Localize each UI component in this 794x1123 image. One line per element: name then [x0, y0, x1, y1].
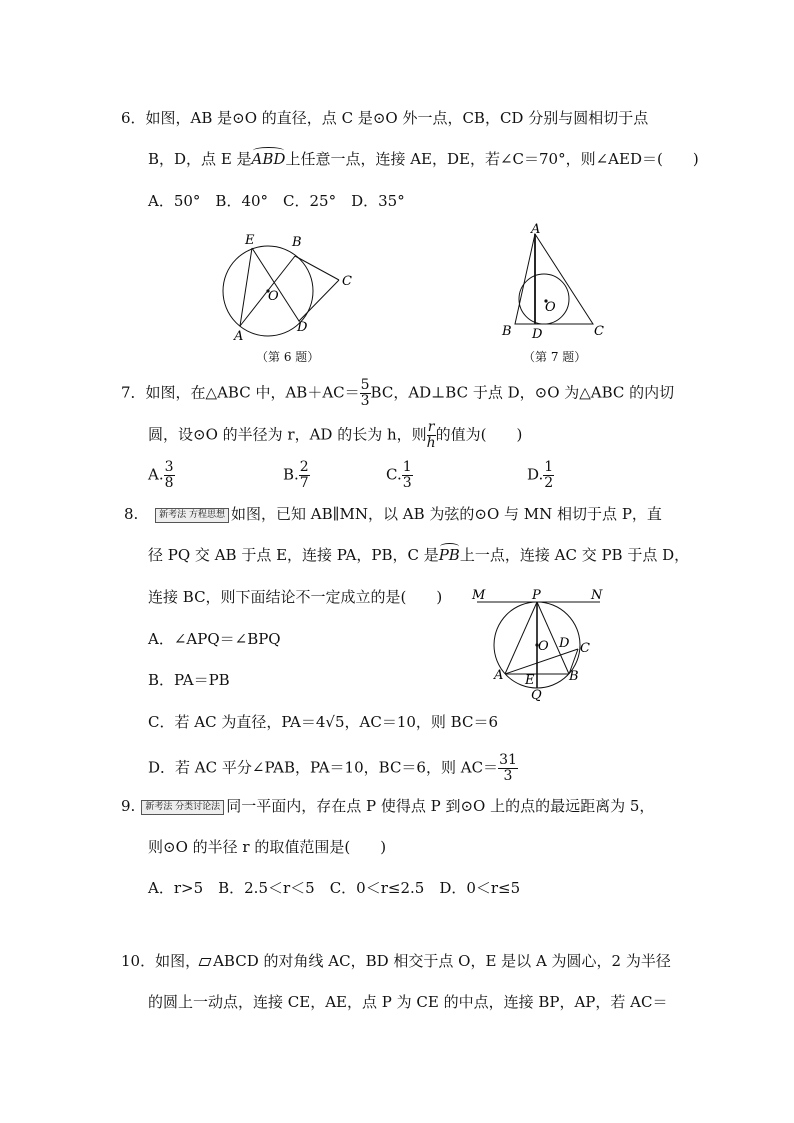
figure-6: [215, 228, 365, 353]
q10-line1-start: 10．如图，: [121, 952, 201, 970]
parallelogram-icon: [199, 958, 212, 966]
q9-line1: [121, 796, 654, 816]
q7-line1-end: BC，AD⊥BC 于点 D，⊙O 为△ABC 的内切: [370, 383, 675, 402]
q7-line1-start: 7．如图，在△ABC 中，AB＋AC＝: [121, 383, 360, 402]
q9-number: 9.: [121, 797, 136, 815]
fig6-tangent-cb: [295, 256, 339, 280]
q8-line1-text: 如图，已知 AB∥MN，以 AB 为弦的⊙O 与 MN 相切于点 P，直: [230, 505, 662, 523]
q7-option-d-frac: $\frac{1}{2}$: [544, 459, 554, 491]
q9-line1-text: 同一平面内，存在点 P 使得点 P 到⊙O 上的点的最远距离为 5，: [226, 797, 655, 815]
q8-option-d: D．若 AC 平分∠PAB，PA＝10，BC＝6，则 AC＝ $\frac{31}{3}$: [148, 752, 517, 784]
q10-line1: [121, 951, 671, 971]
fig7-label-d: D: [532, 327, 543, 342]
q10-line2: 的圆上一动点，连接 CE，AE，点 P 为 CE 的中点，连接 BP，AP，若 AC＝: [148, 993, 668, 1011]
figure-8: [465, 585, 615, 705]
fig8-label-e: E: [525, 673, 535, 688]
fig6-label-c: C: [342, 274, 352, 289]
fig7-label-a: A: [531, 222, 541, 237]
fig8-label-n: N: [591, 588, 603, 603]
q7-line1: [121, 378, 674, 409]
q8-arc-pb: PB: [438, 546, 460, 564]
q6-line1: 6．如图，AB 是⊙O 的直径，点 C 是⊙O 外一点，CB，CD 分别与圆相切于点: [121, 109, 649, 127]
q8-line2-start: 径 PQ 交 AB 于点 E，连接 PA，PB，C 是: [148, 546, 439, 564]
q9-options: A．r>5 B．2.5＜r＜5 C．0＜r≤2.5 D．0＜r≤5: [148, 879, 521, 897]
fig7-label-b: B: [502, 324, 512, 339]
q7-option-b-frac: $\frac{2}{7}$: [299, 459, 309, 491]
q8-line3: 连接 BC，则下面结论不一定成立的是( ): [148, 588, 443, 606]
q7-line2-start: 圆，设⊙O 的半径为 r，AD 的长为 h，则: [148, 425, 427, 444]
q6-line2-end: 上任意一点，连接 AE，DE，若∠C＝70°，则∠AED＝( ): [285, 150, 699, 168]
fig6-label-d: D: [297, 320, 308, 335]
fig7-label-o: O: [545, 300, 556, 315]
fig8-label-d: D: [559, 636, 570, 651]
q8-line2-end: 上一点，连接 AC 交 PB 于点 D，: [459, 546, 690, 564]
q8-line1: [124, 504, 662, 524]
fig6-line-ed: [252, 248, 299, 321]
q8-line2: [148, 545, 689, 565]
fig6-label-o: O: [268, 289, 279, 304]
q8-option-d-frac: $\frac{31}{3}$: [499, 752, 517, 784]
q10-line1-end: ABCD 的对角线 AC，BD 相交于点 O，E 是以 A 为圆心，2 为半径: [213, 952, 671, 970]
fig6-label-a: A: [234, 329, 244, 344]
q6-options: A．50° B．40° C．25° D．35°: [148, 192, 405, 210]
q7-option-a: A. $\frac{3}{8}$: [148, 459, 174, 491]
fig7-caption: （第 7 题）: [523, 350, 587, 364]
q6-line2-start: B，D，点 E 是: [148, 150, 252, 168]
q7-line2-end: 的值为( ): [435, 425, 523, 444]
fig8-label-c: C: [580, 641, 590, 656]
q8-option-a: A．∠APQ＝∠BPQ: [148, 630, 281, 648]
fig6-label-e: E: [245, 233, 255, 248]
q7-option-c-frac: $\frac{1}{3}$: [402, 459, 412, 491]
q7-fraction-5-3: $\frac{5}{3}$: [360, 377, 370, 409]
q9-badge: 新考法 分类讨论法: [141, 800, 224, 815]
q7-line2: [148, 420, 522, 451]
fig6-label-b: B: [292, 235, 302, 250]
q7-option-c: C. $\frac{1}{3}$: [386, 459, 412, 491]
fig7-incircle: [519, 274, 569, 324]
q8-badge: 新考法 方程思想: [155, 508, 229, 523]
fig7-label-c: C: [594, 324, 604, 339]
q8-option-b: B．PA＝PB: [148, 671, 230, 689]
q6-arc-abd: ABD: [251, 150, 286, 168]
q8-number: 8.: [124, 505, 139, 523]
fig8-label-a: A: [494, 668, 504, 683]
q9-line2: 则⊙O 的半径 r 的取值范围是( ): [148, 838, 387, 856]
q7-ratio-r-h: $\frac{r}{h}$: [426, 419, 436, 451]
fig6-line-ea: [240, 248, 252, 326]
fig8-label-b: B: [569, 669, 579, 684]
q7-option-a-frac: $\frac{3}{8}$: [164, 459, 174, 491]
fig8-label-m: M: [472, 588, 486, 603]
q7-option-b: B. $\frac{2}{7}$: [283, 459, 309, 491]
figure-7: [495, 222, 615, 347]
fig8-label-o: O: [538, 639, 549, 654]
fig8-label-p: P: [532, 588, 541, 603]
q6-line2: [148, 149, 699, 169]
q7-option-d: D. $\frac{1}{2}$: [527, 459, 554, 491]
fig6-tangent-cd: [299, 280, 339, 321]
fig8-line-pa: [505, 602, 537, 674]
q8-option-c: C．若 AC 为直径，PA＝4√5，AC＝10，则 BC＝6: [148, 713, 499, 731]
fig8-label-q: Q: [531, 688, 542, 703]
fig6-caption: （第 6 题）: [256, 350, 320, 364]
